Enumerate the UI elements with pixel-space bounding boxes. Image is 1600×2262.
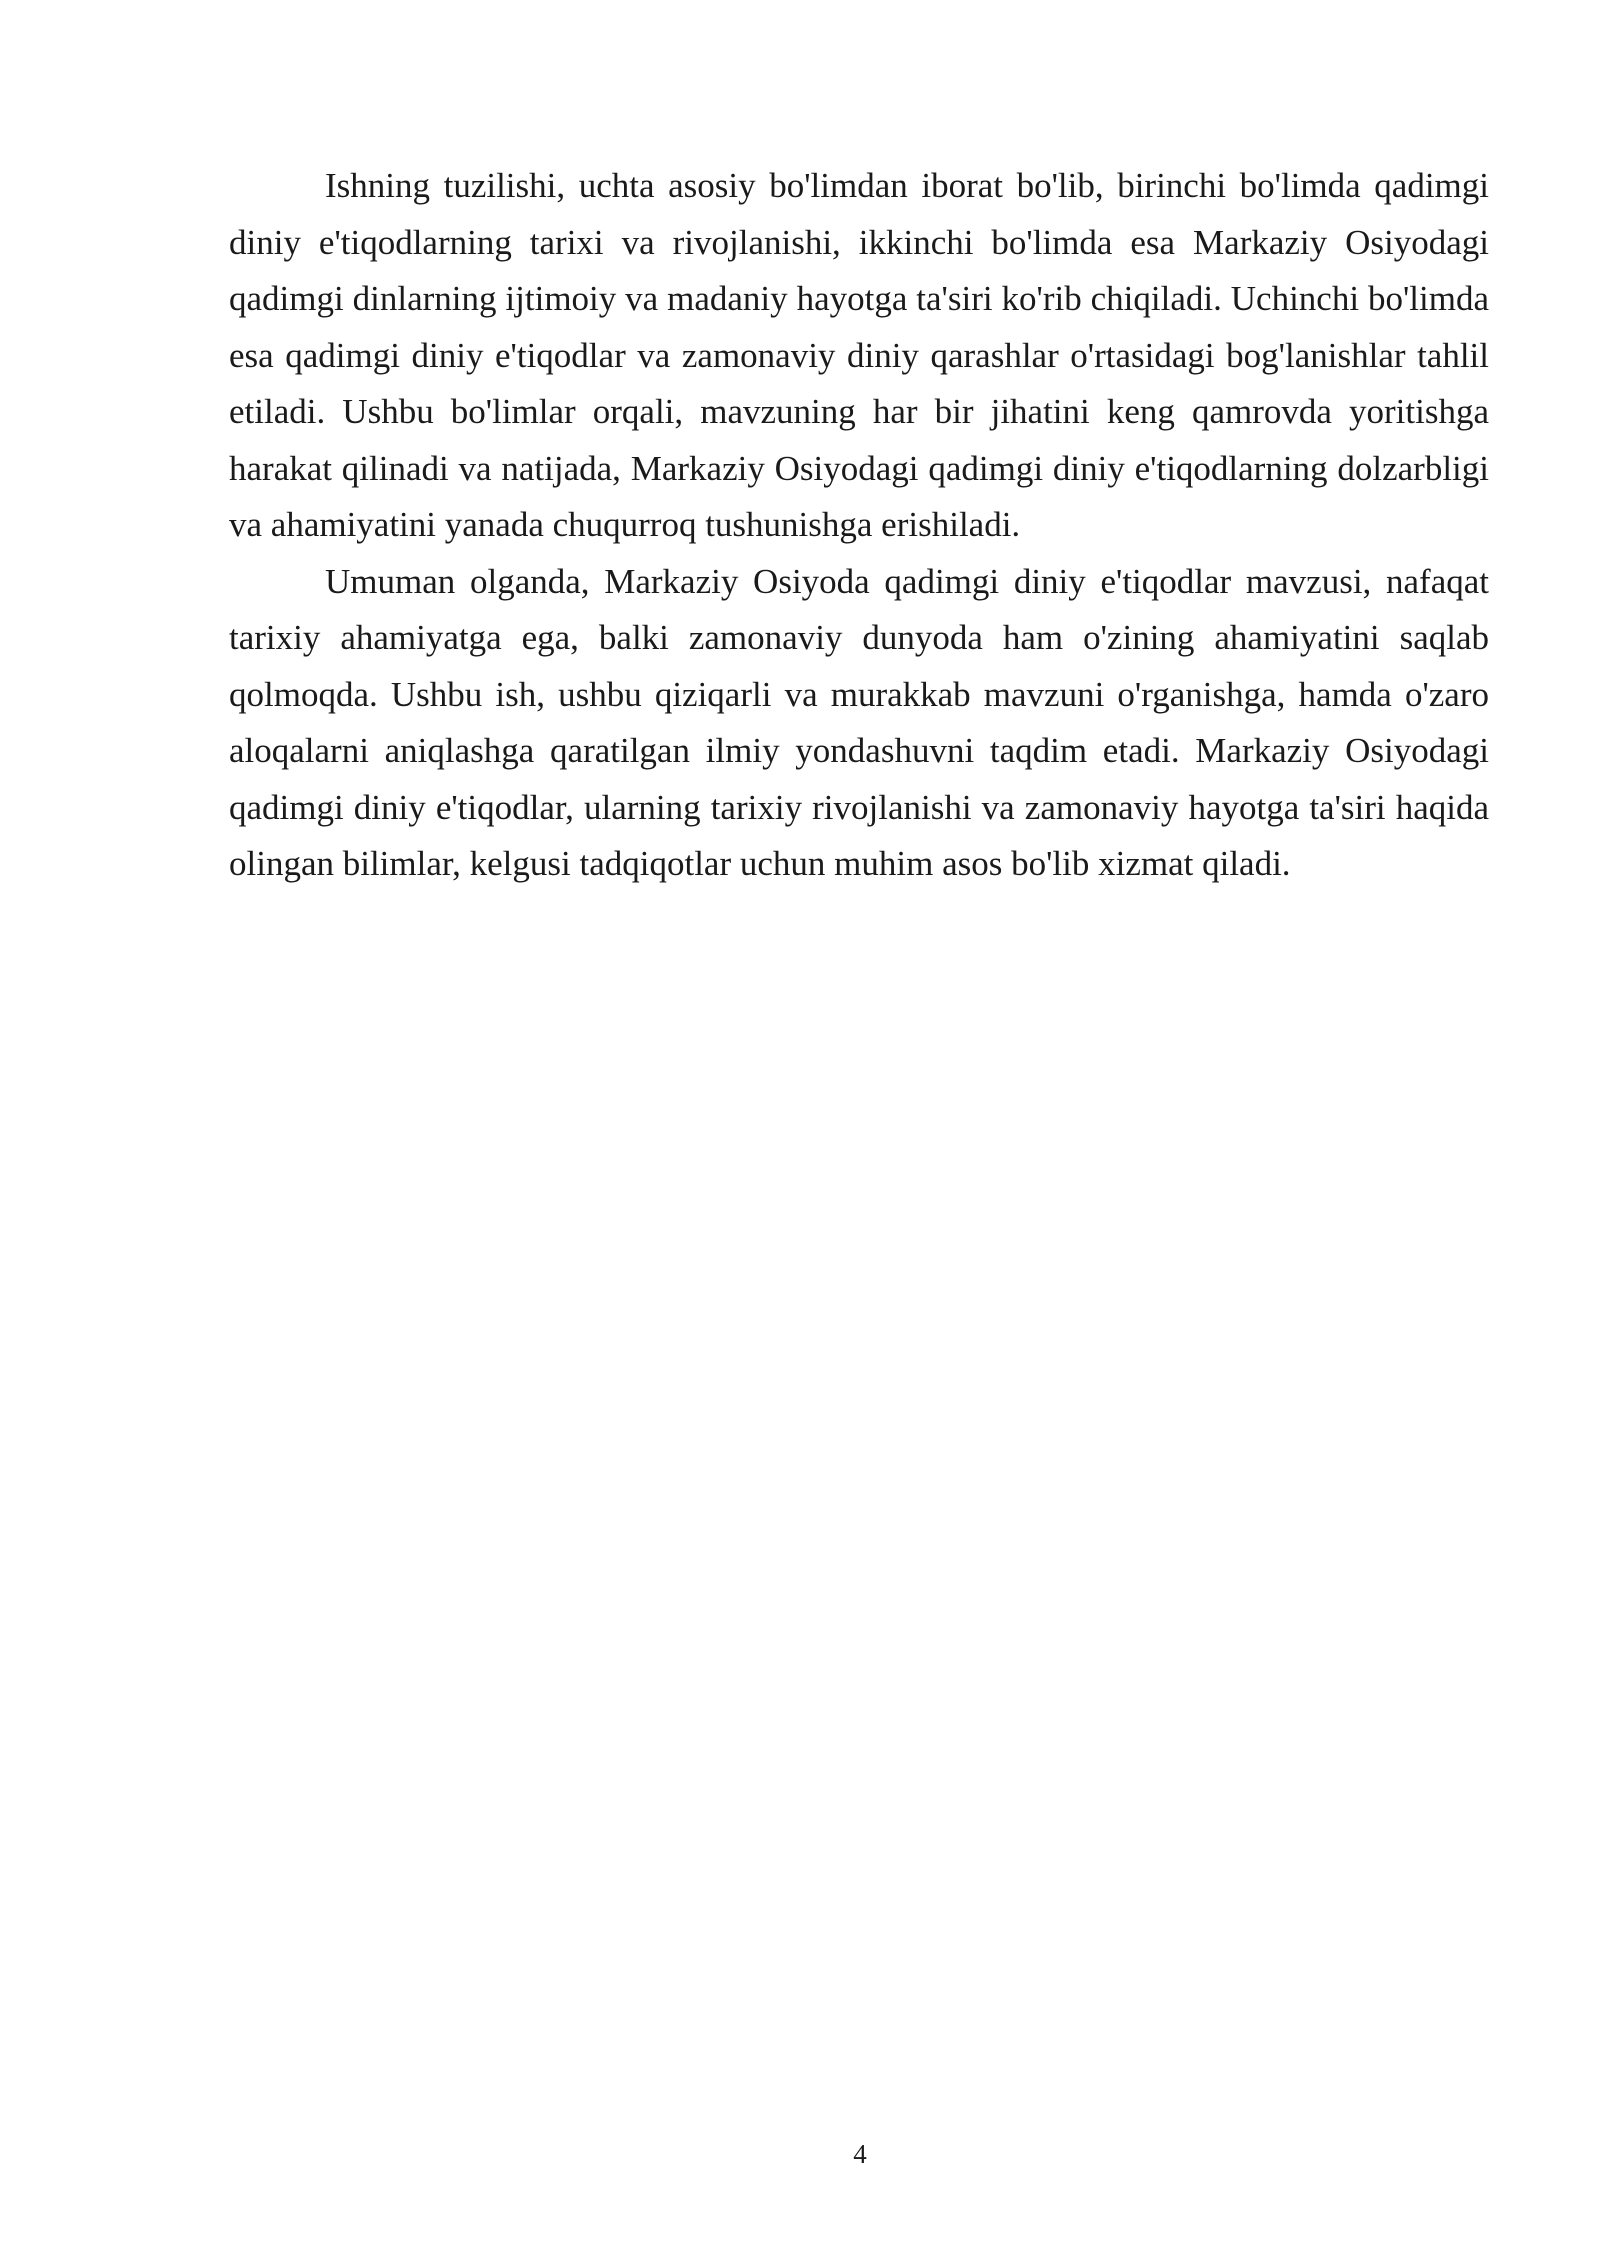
page-number: 4 bbox=[853, 2139, 867, 2169]
paragraph-2: Umuman olganda, Markaziy Osiyoda qadimgi diniy e'tiqodlar mavzusi, nafaqat tarixiy ahamiyatga ega, balki zamonaviy dunyoda ham o'zining ahamiyatini saqlab qolmoqda. Ushbu ish, ushbu qiziqarli va murakkab mavzuni o'rganishga, hamda o'zaro aloqalarni aniqlashga qaratilgan ilmiy yondashuvni taqdim etadi. Markaziy Osiyodagi qadimgi diniy e'tiqodlar, ularning tarixiy rivojlanishi va zamonaviy hayotga ta'siri haqida olingan bilimlar, kelgusi tadqiqotlar uchun muhim asos bo'lib xizmat qiladi. bbox=[229, 561, 1489, 883]
body-text bbox=[229, 158, 1489, 893]
paragraph-1: Ishning tuzilishi, uchta asosiy bo'limdan iborat bo'lib, birinchi bo'limda qadimgi diniy e'tiqodlarning tarixi va rivojlanishi, ikkinchi bo'limda esa Markaziy Osiyodagi qadimgi dinlarning ijtimoiy va madaniy hayotga ta'siri ko'rib chiqiladi. Uchinchi bo'limda esa qadimgi diniy e'tiqodlar va zamonaviy diniy qarashlar o'rtasidagi bog'lanishlar tahlil etiladi. Ushbu bo'limlar orqali, mavzuning har bir jihatini keng qamrovda yoritishga harakat qilinadi va natijada, Markaziy Osiyodagi qadimgi diniy e'tiqodlarning dolzarbligi va ahamiyatini yanada chuqurroq tushunishga erishiladi. bbox=[229, 166, 1489, 544]
